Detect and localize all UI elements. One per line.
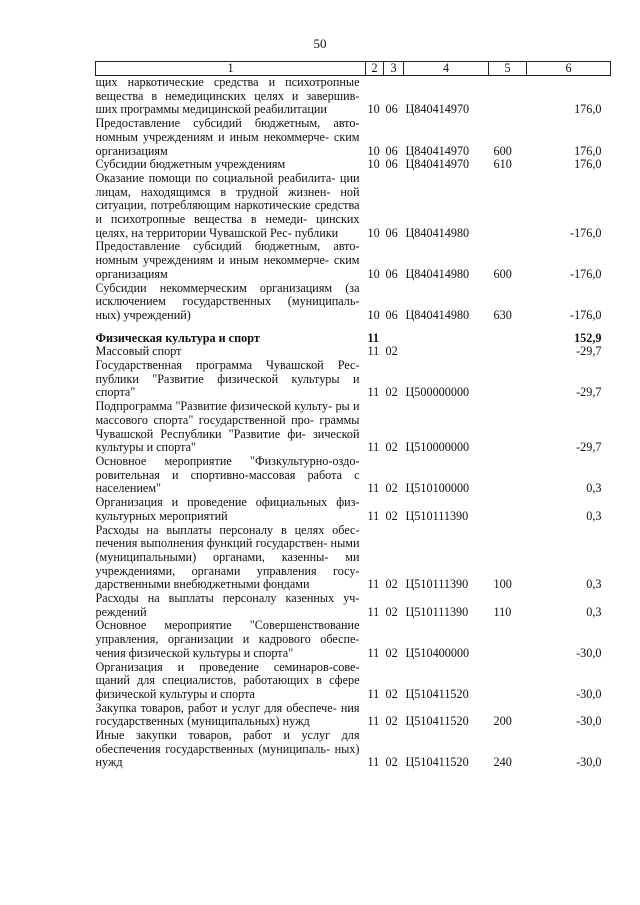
- row-section-code: 11: [367, 508, 380, 523]
- row-amount: -29,7: [576, 385, 602, 400]
- row-amount: 176,0: [574, 157, 602, 172]
- table-row: [96, 359, 611, 400]
- row-expense-type: [489, 400, 527, 455]
- row-subsection-code: [384, 332, 404, 346]
- row-amount: 176,0: [574, 102, 602, 117]
- row-section-code: 10: [367, 143, 380, 158]
- row-target-article: Ц510111390: [405, 604, 469, 619]
- row-description: Субсидии некоммерческим организациям (за исключением государственных (муниципаль- ных) учреждений): [95, 280, 360, 322]
- row-subsection-code: 06: [385, 307, 398, 322]
- row-section-code: 11: [367, 645, 380, 660]
- row-subsection-code: 06: [385, 157, 398, 172]
- table-row: [96, 592, 611, 619]
- page-number: 50: [313, 36, 327, 51]
- table-row: [96, 332, 611, 346]
- row-target-article: Ц510411520: [405, 755, 469, 770]
- row-subsection-code: 02: [385, 714, 398, 729]
- row-description: Массовый спорт: [95, 344, 182, 359]
- column-header: 3: [384, 62, 404, 76]
- row-expense-type: 100: [493, 577, 512, 592]
- row-expense-type: 600: [493, 143, 512, 158]
- row-section-code: 11: [367, 714, 380, 729]
- row-expense-type: 630: [493, 307, 512, 322]
- row-expense-type: [489, 619, 527, 660]
- table-row: [96, 172, 611, 241]
- table-header: [96, 62, 611, 76]
- table-row: [96, 619, 611, 660]
- table-row: [96, 661, 611, 702]
- row-section-code: 10: [367, 307, 380, 322]
- row-amount: -176,0: [570, 266, 602, 281]
- row-subsection-code: 02: [385, 686, 398, 701]
- row-description: Субсидии бюджетным учреждениям: [95, 157, 286, 172]
- row-expense-type: [489, 332, 527, 346]
- row-subsection-code: 02: [385, 481, 398, 496]
- row-section-code: 11: [367, 755, 380, 770]
- row-amount: 0,3: [586, 604, 602, 619]
- table-row: [96, 702, 611, 729]
- row-target-article: [404, 332, 489, 346]
- table-row: [96, 240, 611, 281]
- row-description: Расходы на выплаты персоналу казенных уч- реждений: [95, 591, 360, 619]
- column-header: 1: [96, 62, 366, 76]
- row-expense-type: [489, 76, 527, 118]
- row-target-article: Ц510411520: [405, 686, 469, 701]
- row-target-article: Ц840414980: [405, 225, 470, 240]
- budget-table: [95, 61, 611, 770]
- row-description: Государственная программа Чувашской Рес- публики "Развитие физической культуры и спорта": [95, 358, 360, 400]
- row-target-article: Ц510400000: [405, 645, 470, 660]
- row-description: Предоставление субсидий бюджетным, авто- номным учреждениям и иным некоммерче- ским организациям: [95, 239, 360, 281]
- row-target-article: Ц840414970: [405, 102, 470, 117]
- row-amount: -29,7: [576, 440, 602, 455]
- row-description: Организация и проведение официальных физ- культурных мероприятий: [95, 495, 360, 523]
- row-target-article: Ц840414970: [405, 157, 470, 172]
- row-expense-type: [489, 455, 527, 496]
- row-subsection-code: 02: [385, 508, 398, 523]
- row-section-code: 11: [367, 481, 380, 496]
- row-subsection-code: 06: [385, 102, 398, 117]
- row-amount: -29,7: [576, 344, 602, 359]
- row-description: Подпрограмма "Развитие физической культу- ры и массового спорта" государственной про- граммы Чувашской Республики "Развитие фи- зической культуры и спорта": [95, 399, 360, 455]
- table-row: [96, 455, 611, 496]
- row-expense-type: [489, 345, 527, 359]
- row-description: Предоставление субсидий бюджетным, авто- номным учреждениям и иным некоммерче- ским организациям: [95, 116, 360, 158]
- row-description: щих наркотические средства и психотропные вещества в немедицинских целях и завершив- ших программы медицинской реабилитации: [95, 75, 360, 117]
- row-section-code: 10: [367, 102, 380, 117]
- row-description: Основное мероприятие "Физкультурно-оздо- ровительная и спортивно-массовая работа с населением": [95, 453, 360, 496]
- table-row: [96, 524, 611, 593]
- table-row: [96, 282, 611, 323]
- row-amount: -176,0: [570, 307, 602, 322]
- row-section-code: 11: [367, 344, 380, 359]
- row-target-article: Ц510411520: [405, 714, 469, 729]
- table-row: [96, 496, 611, 523]
- row-expense-type: 240: [493, 755, 512, 770]
- column-header: 5: [489, 62, 527, 76]
- row-section-code: 11: [367, 686, 380, 701]
- table-row: [96, 345, 611, 359]
- row-amount: 0,3: [586, 508, 602, 523]
- table-row: [96, 400, 611, 455]
- table-row: [96, 117, 611, 158]
- row-target-article: Ц840414980: [405, 266, 470, 281]
- row-subsection-code: 02: [385, 604, 398, 619]
- row-expense-type: [489, 359, 527, 400]
- row-description: Закупка товаров, работ и услуг для обеспече- ния государственных (муниципальных) нужд: [95, 700, 360, 729]
- row-expense-type: 110: [493, 604, 512, 619]
- row-amount: -176,0: [570, 225, 602, 240]
- row-subsection-code: 02: [385, 755, 398, 770]
- row-expense-type: [489, 661, 527, 702]
- row-target-article: [404, 345, 489, 359]
- table-row: [96, 158, 611, 172]
- row-subsection-code: 02: [385, 385, 398, 400]
- row-amount: -30,0: [576, 686, 602, 701]
- row-section-code: 11: [367, 604, 380, 619]
- row-section-code: 11: [367, 577, 380, 592]
- row-target-article: Ц510000000: [405, 440, 470, 455]
- row-target-article: Ц840414970: [405, 143, 470, 158]
- row-target-article: Ц510100000: [405, 481, 470, 496]
- row-description: Организация и проведение семинаров-сове- щаний для специалистов, работающих в сфере физической культуры и спорта: [95, 659, 360, 701]
- row-target-article: Ц510111390: [405, 577, 469, 592]
- row-expense-type: [489, 172, 527, 241]
- row-section-code: 11: [367, 385, 380, 400]
- row-expense-type: 200: [493, 714, 512, 729]
- row-subsection-code: 02: [385, 440, 398, 455]
- row-amount: 0,3: [586, 481, 602, 496]
- column-header: 6: [527, 62, 611, 76]
- row-description: Оказание помощи по социальной реабилита- ции лицам, находящимся в трудной жизнен- ной ситуации, потребляющим наркотические средства и психотропные вещества в немеди- цинских целях, на территории Чувашской Рес- публики: [95, 170, 360, 240]
- row-amount: 0,3: [586, 577, 602, 592]
- table-body: [96, 76, 611, 771]
- row-section-code: 10: [367, 266, 380, 281]
- row-expense-type: 610: [493, 157, 512, 172]
- row-subsection-code: 06: [385, 225, 398, 240]
- row-section-code: 10: [367, 225, 380, 240]
- column-header: 2: [366, 62, 384, 76]
- row-subsection-code: 02: [385, 645, 398, 660]
- row-expense-type: [489, 496, 527, 523]
- row-description: Иные закупки товаров, работ и услуг для обеспечения государственных (муниципаль- ных) нужд: [95, 728, 360, 770]
- row-amount: 152,9: [574, 330, 602, 345]
- row-target-article: Ц840414980: [405, 307, 470, 322]
- row-subsection-code: 06: [385, 143, 398, 158]
- row-subsection-code: 02: [385, 344, 398, 359]
- table-row: [96, 729, 611, 770]
- row-description: Физическая культура и спорт: [95, 330, 260, 345]
- row-section-code: 11: [367, 440, 380, 455]
- row-expense-type: 600: [493, 266, 512, 281]
- row-section-code: 11: [367, 330, 380, 345]
- row-amount: 176,0: [574, 143, 602, 158]
- row-subsection-code: 06: [385, 266, 398, 281]
- row-target-article: Ц510111390: [405, 508, 469, 523]
- row-section-code: 10: [367, 157, 380, 172]
- row-target-article: Ц500000000: [405, 385, 470, 400]
- row-subsection-code: 02: [385, 577, 398, 592]
- row-amount: -30,0: [576, 755, 602, 770]
- row-amount: -30,0: [576, 714, 602, 729]
- row-description: Основное мероприятие "Совершенствование управления, организации и кадрового обеспе- чения физической культуры и спорта": [95, 618, 360, 660]
- table-row: [96, 76, 611, 118]
- row-amount: -30,0: [576, 645, 602, 660]
- column-header: 4: [404, 62, 489, 76]
- row-description: Расходы на выплаты персоналу в целях обес- печения выполнения функций государствен- ными (муниципальными) органами, казенны- ми учреждениями, органами управления госу- дарственными внебюджетными фондами: [95, 522, 360, 592]
